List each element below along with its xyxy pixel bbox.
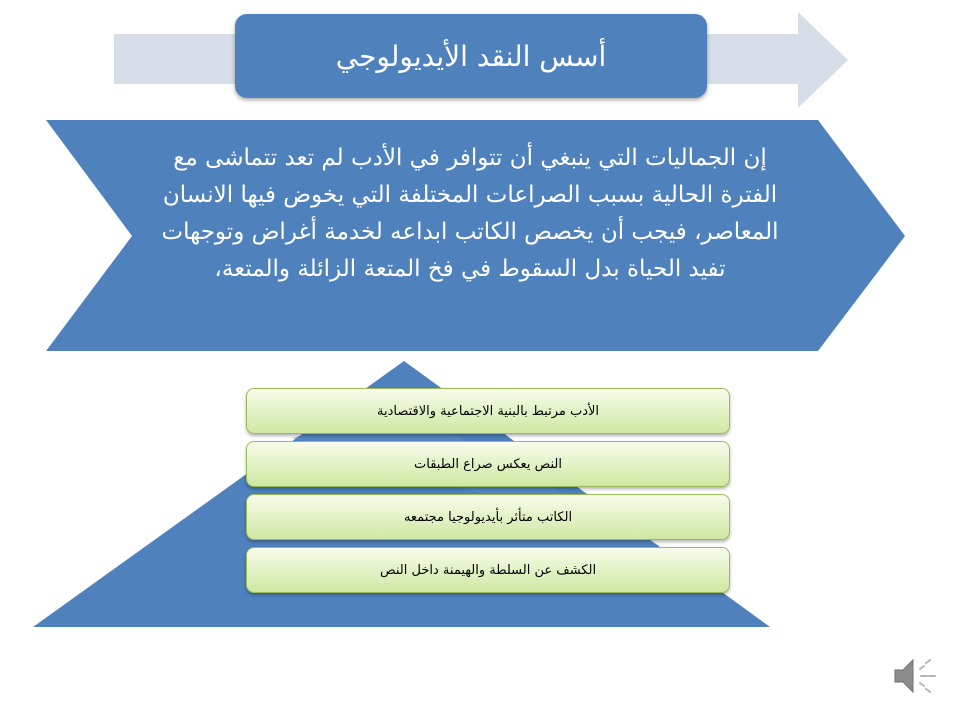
list-item-4 (246, 547, 730, 593)
list-item-2 (246, 441, 730, 487)
list-item-3 (246, 494, 730, 540)
page-title: أسس النقد الأيديولوجي (335, 39, 607, 73)
list-item-label: الكشف عن السلطة والهيمنة داخل النص (379, 562, 597, 578)
list-item-label: الكاتب متأثر بأيديولوجيا مجتمعه (403, 509, 573, 525)
title-box (235, 14, 707, 98)
main-statement-text: إن الجماليات التي ينبغي أن تتوافر في الأدب لم تعد تتماشى مع الفترة الحالية بسبب الصراعات المختلفة التي يخوض فيها الانسان المعاصر، فيجب أن يخصص الكاتب ابداعه لخدمة أغراض وتوجهات تفيد الحياة بدل السقوط في فخ المتعة الزائلة والمتعة، (161, 145, 779, 282)
list-item-label: النص يعكس صراع الطبقات (414, 456, 562, 472)
speaker-icon[interactable] (893, 655, 937, 697)
list-item-label: الأدب مرتبط بالبنية الاجتماعية والاقتصادية (376, 403, 600, 419)
list-item-1 (246, 388, 730, 434)
